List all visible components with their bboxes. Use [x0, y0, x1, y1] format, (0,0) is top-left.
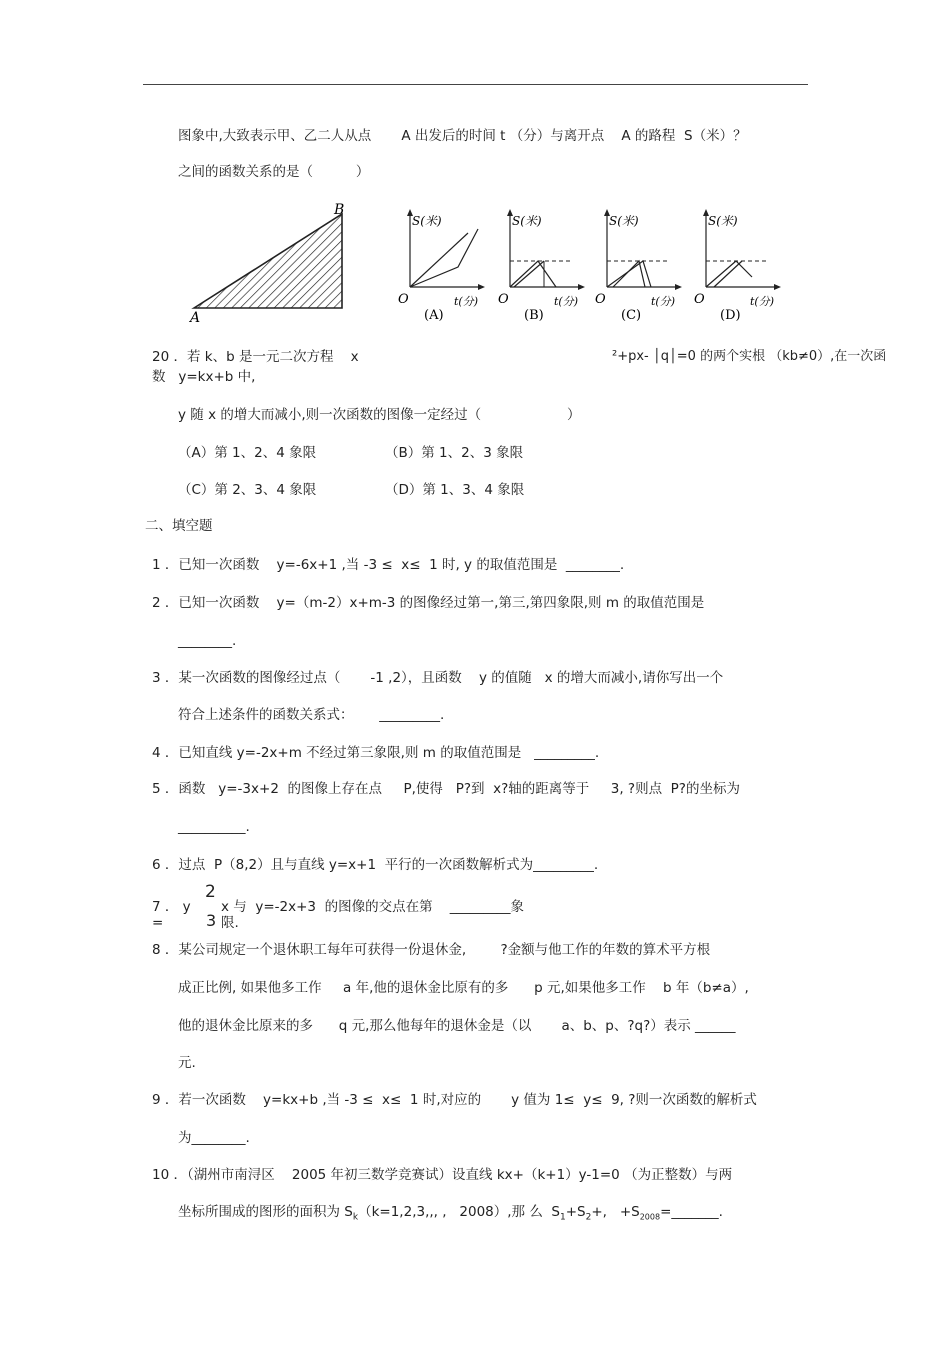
graph-a-x-label: t(分) — [454, 295, 479, 308]
fill-q1: 1 ．已知一次函数 y=-6x+1 ,当 -3 ≤ x≤ 1 时, y 的取值范围是 ________. — [152, 557, 625, 573]
graph-c-y-label: S(米) — [609, 214, 639, 228]
fill-q2-line-2: ________. — [178, 633, 237, 649]
graph-a-line-1 — [410, 233, 468, 287]
graph-a-y-label: S(米) — [412, 214, 442, 228]
q20-line-2: y 随 x 的增大而减小,则一次函数的图像一定经过（ ） — [178, 407, 581, 423]
fill-q7-numerator: 2 — [205, 882, 216, 902]
graph-c-origin: O — [595, 292, 606, 307]
q20-line-part1: 20 ．若 k、b 是一元二次方程 x — [152, 349, 359, 365]
graph-a-option-label: (A) — [424, 308, 444, 323]
graph-b-option-label: (B) — [524, 308, 544, 323]
graph-option-c — [595, 205, 683, 323]
graph-c-option-label: (C) — [621, 308, 642, 323]
header-rule — [143, 84, 808, 85]
fill-q8-line-4: 元. — [178, 1055, 196, 1071]
q20-line-part3: 数 y=kx+b 中, — [152, 369, 256, 385]
triangle-label-b: B — [334, 202, 345, 218]
fill-q10-line-1: 10 ．（湖州市南浔区 2005 年初三数学竞赛试）设直线 kx+（k+1）y-1=0 （为正整数）与两 — [152, 1167, 733, 1183]
fill-q9-line-2: 为________. — [178, 1130, 250, 1146]
q20-line-part2: ²+px- │q│=0 的两个实根 （kb≠0）,在一次函 — [612, 349, 887, 364]
graph-b-x-label: t(分) — [554, 295, 579, 308]
section-title: 二、填空题 — [145, 518, 213, 534]
fill-q3-line-1: 3 ．某一次函数的图像经过点（ -1 ,2），且函数 y 的值随 x 的增大而减小,请你写出一个 — [152, 670, 724, 686]
graph-option-b — [498, 205, 586, 323]
fill-q8-line-1: 8 ．某公司规定一个退休职工每年可获得一份退休金, ?金额与他工作的年数的算术平方根 — [152, 942, 711, 958]
graph-d-option-label: (D) — [720, 308, 741, 323]
fill-q8-line-3: 他的退休金比原来的多 q 元,那么他每年的退休金是（以 a、b、p、?q?）表示 ______ — [178, 1018, 736, 1034]
graph-b-y-label: S(米) — [512, 214, 542, 228]
graph-b-origin: O — [498, 292, 509, 307]
fill-q8-line-2: 成正比例, 如果他多工作 a 年,他的退休金比原有的多 p 元,如果他多工作 b 年（b≠a）, — [178, 980, 749, 996]
fill-q2-line-1: 2 ．已知一次函数 y=（m-2）x+m-3 的图像经过第一,第三,第四象限,则 m 的取值范围是 — [152, 595, 705, 611]
q20-option-c: （C）第 2、3、4 象限 — [178, 482, 317, 498]
q20-option-b: （B）第 1、2、3 象限 — [385, 445, 524, 461]
q20-option-a: （A）第 1、2、4 象限 — [178, 445, 317, 461]
triangle-shape — [194, 214, 342, 308]
triangle-label-a: A — [190, 310, 201, 326]
fill-q6: 6 ．过点 P（8,2）且与直线 y=x+1 平行的一次函数解析式为_________. — [152, 857, 599, 873]
fill-q5-line-1: 5 ．函数 y=-3x+2 的图像上存在点 P,使得 P?到 x?轴的距离等于 3, ?则点 P?的坐标为 — [152, 781, 740, 797]
fill-q4: 4 ．已知直线 y=-2x+m 不经过第三象限,则 m 的取值范围是 _________. — [152, 745, 600, 761]
graph-c-x-label: t(分) — [651, 295, 676, 308]
fill-q5-line-2: __________. — [178, 819, 250, 835]
graph-d-origin: O — [694, 292, 705, 307]
intro-line-1: 图象中,大致表示甲、乙二人从点 A 出发后的时间 t （分）与离开点 A 的路程 S（米）？ — [178, 128, 747, 144]
graph-option-d — [694, 205, 782, 323]
graph-d-y-label: S(米) — [708, 214, 738, 228]
intro-line-2: 之间的函数关系的是（ ） — [178, 164, 370, 180]
triangle-figure — [180, 198, 355, 326]
fill-q7-body: x 与 y=-2x+3 的图像的交点在第 _________象 — [221, 899, 525, 915]
graph-d-x-label: t(分) — [750, 295, 775, 308]
fill-q7-end: 限. — [221, 915, 239, 931]
fill-q10-line-2: 坐标所围成的图形的面积为 $S_k(k=1,2,3$,,, , 2008）,那 么 $S_1+S_2+$, $+S_{2008}=\_\_\_\_\_\_\_$. — [178, 1204, 723, 1223]
fill-q3-line-2: 符合上述条件的函数关系式： _________. — [178, 707, 445, 723]
q20-option-d: （D）第 1、3、4 象限 — [385, 482, 525, 498]
graph-option-a — [398, 205, 486, 323]
fill-q7-equals: = — [152, 915, 164, 931]
fill-q7-denominator: 3 — [206, 911, 217, 930]
fill-q9-line-1: 9 ．若一次函数 y=kx+b ,当 -3 ≤ x≤ 1 时,对应的 y 值为 1≤ y≤ 9, ?则一次函数的解析式 — [152, 1092, 757, 1108]
fill-q7-prefix: 7 ． y — [152, 899, 191, 915]
graph-a-origin: O — [398, 292, 409, 307]
